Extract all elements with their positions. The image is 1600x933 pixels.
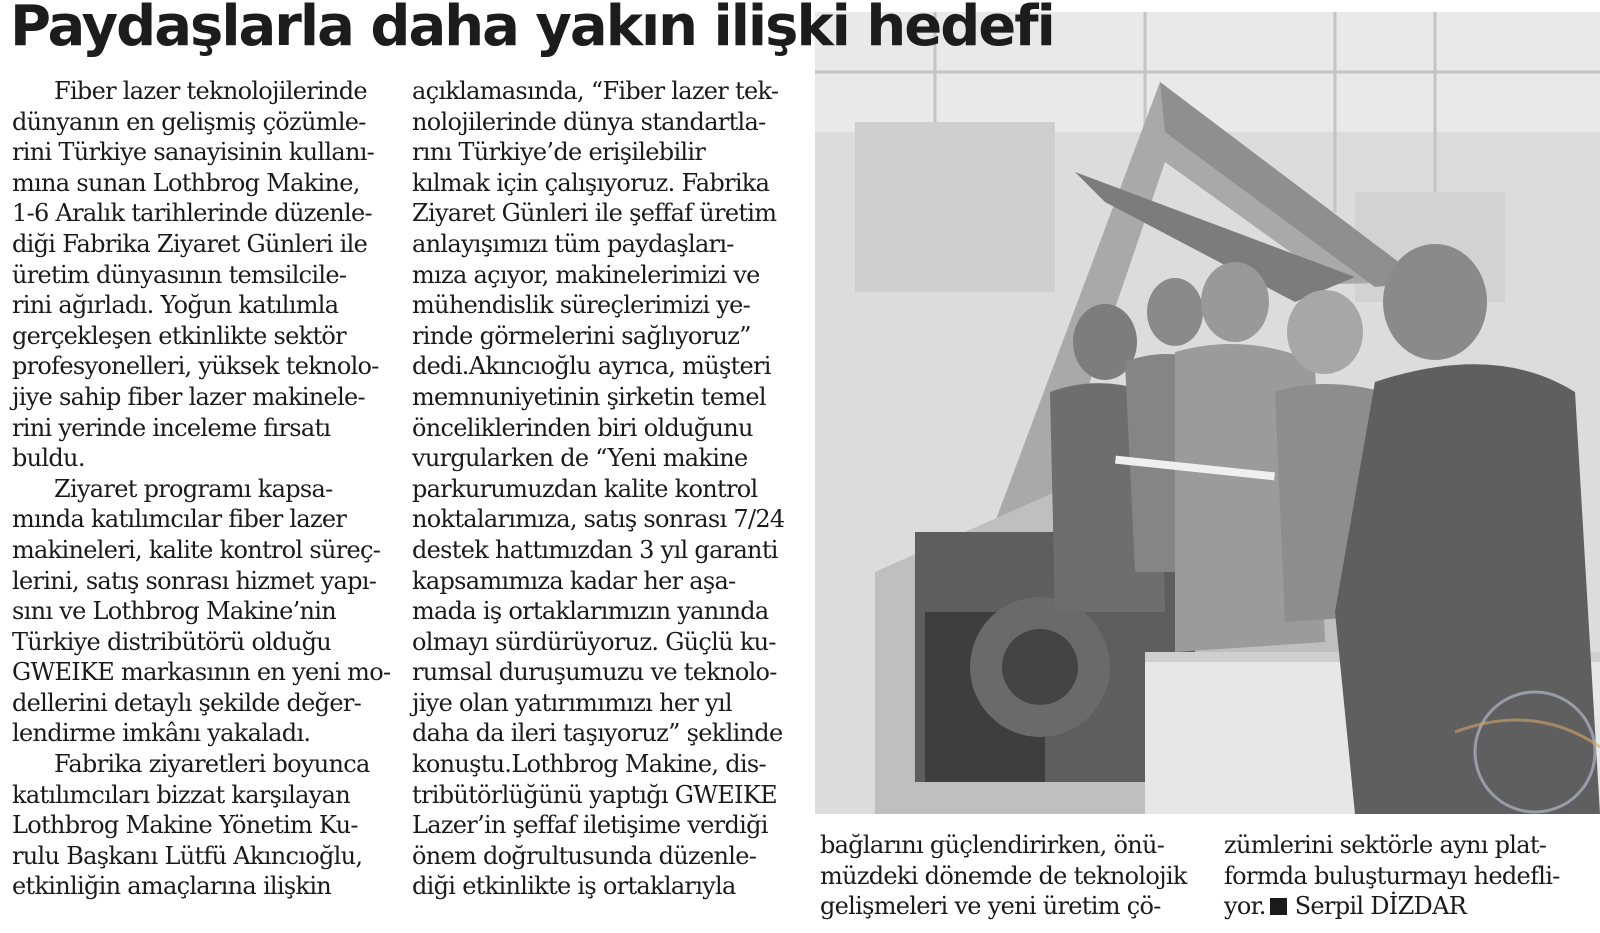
article-text-line: makineleri, kalite kontrol süreç- — [12, 535, 381, 564]
article-text-line: lendirme imkânı yakaladı. — [12, 719, 311, 748]
article-text-line: tribütörlüğünü yaptığı GWEIKE — [412, 780, 777, 809]
article-text-line: önem doğrultusunda düzenle- — [412, 841, 757, 870]
closing-text: yor. — [1224, 892, 1266, 921]
article-text-line: bağlarını güçlendirirken, önü- — [820, 831, 1165, 859]
article-text-line: Fabrika ziyaretleri boyunca — [54, 750, 370, 779]
article-text-line: mında katılımcılar fiber lazer — [12, 505, 347, 534]
article-text-line: diği Fabrika Ziyaret Günleri ile — [12, 229, 368, 258]
article-text-line: Ziyaret Günleri ile şeffaf üretim — [412, 199, 777, 228]
article-column-1 — [12, 76, 392, 902]
article-text-line: zümlerini sektörle aynı plat- — [1224, 831, 1547, 859]
article-column-3 — [820, 830, 1200, 922]
article-text-line: kılmak için çalışıyoruz. Fabrika — [412, 168, 770, 197]
article-text-line: nolojilerinde dünya standartla- — [412, 107, 766, 136]
article-text-line: rumsal duruşumuzu ve teknolo- — [412, 658, 777, 687]
article-text-line: önceliklerinden biri olduğunu — [412, 413, 753, 442]
article-text-line: Türkiye distribütörü olduğu — [12, 627, 332, 656]
article-text-line: mada iş ortaklarımızın yanında — [412, 597, 769, 626]
article-text-line: 1-6 Aralık tarihlerinde düzenle- — [12, 199, 372, 228]
article-text-line: noktalarımıza, satış sonrası 7/24 — [412, 505, 785, 534]
headline: Paydaşlarla daha yakın ilişki hedefi — [10, 0, 1054, 59]
article-text-line: jiye olan yatırımımızı her yıl — [412, 688, 732, 717]
article-text-line: rulu Başkanı Lütfü Akıncıoğlu, — [12, 841, 363, 870]
article-text-line: jiye sahip fiber lazer makinele- — [12, 382, 365, 411]
article-text-line: rini Türkiye sanayisinin kullanı- — [12, 138, 375, 167]
article-text-line: formda buluşturmayı hedefli- — [1224, 861, 1560, 890]
article-text-line: gerçekleşen etkinlikte sektör — [12, 321, 346, 350]
article-text-line: müzdeki dönemde de teknolojik — [820, 861, 1187, 890]
photo-factory-visit-icon — [815, 12, 1600, 814]
article-text-line: üretim dünyasının temsilcile- — [12, 260, 347, 289]
article-text-line: destek hattımızdan 3 yıl garanti — [412, 535, 778, 564]
article-text-line: mına sunan Lothbrog Makine, — [12, 168, 360, 197]
article-column-2 — [412, 76, 792, 902]
article-text-line: dedi.Akıncıoğlu ayrıca, müşteri — [412, 352, 771, 381]
article-text-line: anlayışımızı tüm paydaşları- — [412, 229, 734, 258]
article-text-line: rini yerinde inceleme fırsatı — [12, 413, 331, 442]
article-text-line: mühendislik süreçlerimizi ye- — [412, 291, 751, 320]
article-text-line: dünyanın en gelişmiş çözümle- — [12, 107, 366, 136]
article-text-line — [1224, 891, 1584, 922]
article-text-line: açıklamasında, “Fiber lazer tek- — [412, 77, 779, 105]
article-text-line: olmayı sürdürüyoruz. Güçlü ku- — [412, 627, 776, 656]
article-text-line: vurgularken de “Yeni makine — [412, 444, 748, 473]
article-text-line: rinde görmelerini sağlıyoruz” — [412, 321, 751, 350]
article-text-line: memnuniyetinin şirketin temel — [412, 382, 766, 411]
author-byline: Serpil DİZDAR — [1294, 892, 1467, 921]
article-text-line: kapsamımıza kadar her aşa- — [412, 566, 736, 595]
article-text-line: etkinliğin amaçlarına ilişkin — [12, 872, 332, 901]
article-text-line: sını ve Lothbrog Makine’nin — [12, 597, 336, 626]
article-text-line: konuştu.Lothbrog Makine, dis- — [412, 750, 766, 779]
article-text-line: Fiber lazer teknolojilerinde — [54, 77, 367, 105]
article-text-line: rını Türkiye’de erişilebilir — [412, 138, 706, 167]
article-text-line: mıza açıyor, makinelerimizi ve — [412, 260, 760, 289]
article-text-line: Lothbrog Makine Yönetim Ku- — [12, 811, 358, 840]
article-photo — [815, 12, 1600, 814]
article-text-line: profesyonelleri, yüksek teknolo- — [12, 352, 379, 381]
article-column-4 — [1224, 830, 1584, 922]
article-text-line: buldu. — [12, 444, 85, 473]
article-text-line: GWEIKE markasının en yeni mo- — [12, 658, 391, 687]
article-text-line: dellerini detaylı şekilde değer- — [12, 688, 362, 717]
article-text-line: Ziyaret programı kapsa- — [54, 474, 333, 503]
article-text-line: katılımcıları bizzat karşılayan — [12, 780, 350, 809]
article-text-line: diği etkinlikte iş ortaklarıyla — [412, 872, 736, 901]
article-text-line: daha da ileri taşıyoruz” şeklinde — [412, 719, 783, 748]
article-text-line: Lazer’in şeffaf iletişime verdiği — [412, 811, 768, 840]
byline-square-icon — [1270, 898, 1287, 915]
article-text-line: lerini, satış sonrası hizmet yapı- — [12, 566, 377, 595]
article-text-line: rini ağırladı. Yoğun katılımla — [12, 291, 339, 320]
article-text-line: parkurumuzdan kalite kontrol — [412, 474, 758, 503]
article-text-line: gelişmeleri ve yeni üretim çö- — [820, 892, 1161, 921]
